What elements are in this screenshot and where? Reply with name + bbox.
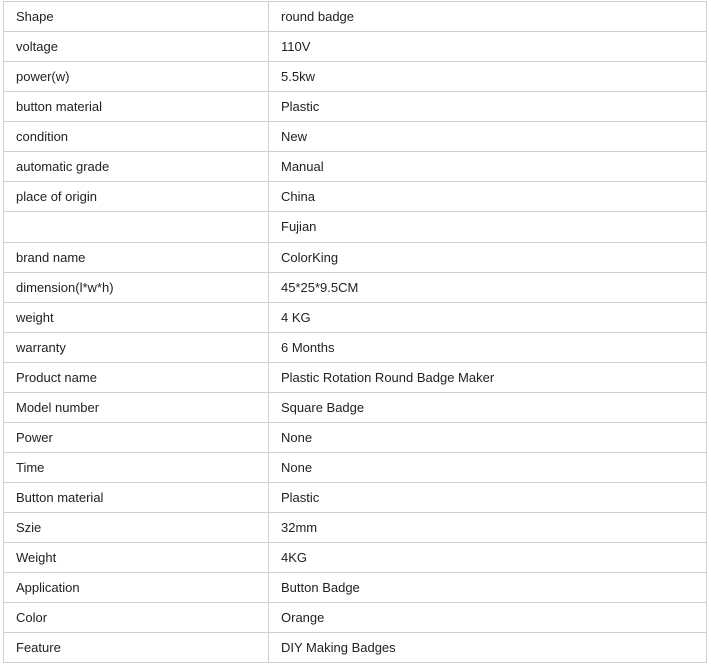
table-row <box>4 423 707 453</box>
attribute-label: Weight <box>4 543 269 573</box>
attribute-value: DIY Making Badges <box>269 633 707 663</box>
attribute-label: condition <box>4 122 269 152</box>
attribute-label: Power <box>4 423 269 453</box>
attribute-label: brand name <box>4 243 269 273</box>
attribute-value: 45*25*9.5CM <box>269 273 707 303</box>
attribute-value: Manual <box>269 152 707 182</box>
table-row <box>4 393 707 423</box>
attribute-value: Fujian <box>269 212 707 243</box>
attribute-value: Plastic Rotation Round Badge Maker <box>269 363 707 393</box>
attribute-value: ColorKing <box>269 243 707 273</box>
table-row <box>4 633 707 663</box>
attribute-value: New <box>269 122 707 152</box>
attribute-label: Product name <box>4 363 269 393</box>
table-row <box>4 543 707 573</box>
attribute-value: Square Badge <box>269 393 707 423</box>
attribute-value: 6 Months <box>269 333 707 363</box>
table-row <box>4 273 707 303</box>
attribute-value: 4KG <box>269 543 707 573</box>
specification-table-body <box>4 2 707 663</box>
attribute-label: Szie <box>4 513 269 543</box>
table-row <box>4 2 707 32</box>
attribute-value: Button Badge <box>269 573 707 603</box>
attribute-value: 5.5kw <box>269 62 707 92</box>
table-row <box>4 363 707 393</box>
attribute-label: weight <box>4 303 269 333</box>
attribute-label: button material <box>4 92 269 122</box>
attribute-value: Plastic <box>269 483 707 513</box>
table-row <box>4 303 707 333</box>
attribute-value: round badge <box>269 2 707 32</box>
table-row <box>4 182 707 212</box>
attribute-value: 4 KG <box>269 303 707 333</box>
table-row <box>4 483 707 513</box>
table-row <box>4 212 707 243</box>
table-row <box>4 62 707 92</box>
attribute-label: warranty <box>4 333 269 363</box>
table-row <box>4 122 707 152</box>
attribute-label: automatic grade <box>4 152 269 182</box>
attribute-value: 110V <box>269 32 707 62</box>
attribute-label: Button material <box>4 483 269 513</box>
attribute-label: Shape <box>4 2 269 32</box>
table-row <box>4 573 707 603</box>
attribute-label: Feature <box>4 633 269 663</box>
table-row <box>4 92 707 122</box>
attribute-value: None <box>269 453 707 483</box>
attribute-label: Color <box>4 603 269 633</box>
table-row <box>4 603 707 633</box>
attribute-label: Application <box>4 573 269 603</box>
attribute-label: Model number <box>4 393 269 423</box>
attribute-value: Orange <box>269 603 707 633</box>
attribute-label: dimension(l*w*h) <box>4 273 269 303</box>
table-row <box>4 152 707 182</box>
table-row <box>4 243 707 273</box>
table-row <box>4 32 707 62</box>
attribute-value: 32mm <box>269 513 707 543</box>
table-row <box>4 333 707 363</box>
attribute-label: Time <box>4 453 269 483</box>
attribute-label: power(w) <box>4 62 269 92</box>
specification-table <box>3 1 707 663</box>
attribute-value: Plastic <box>269 92 707 122</box>
table-row <box>4 453 707 483</box>
table-row <box>4 513 707 543</box>
attribute-label: voltage <box>4 32 269 62</box>
attribute-value: None <box>269 423 707 453</box>
attribute-label: place of origin <box>4 182 269 212</box>
attribute-value: China <box>269 182 707 212</box>
attribute-label <box>4 212 269 243</box>
